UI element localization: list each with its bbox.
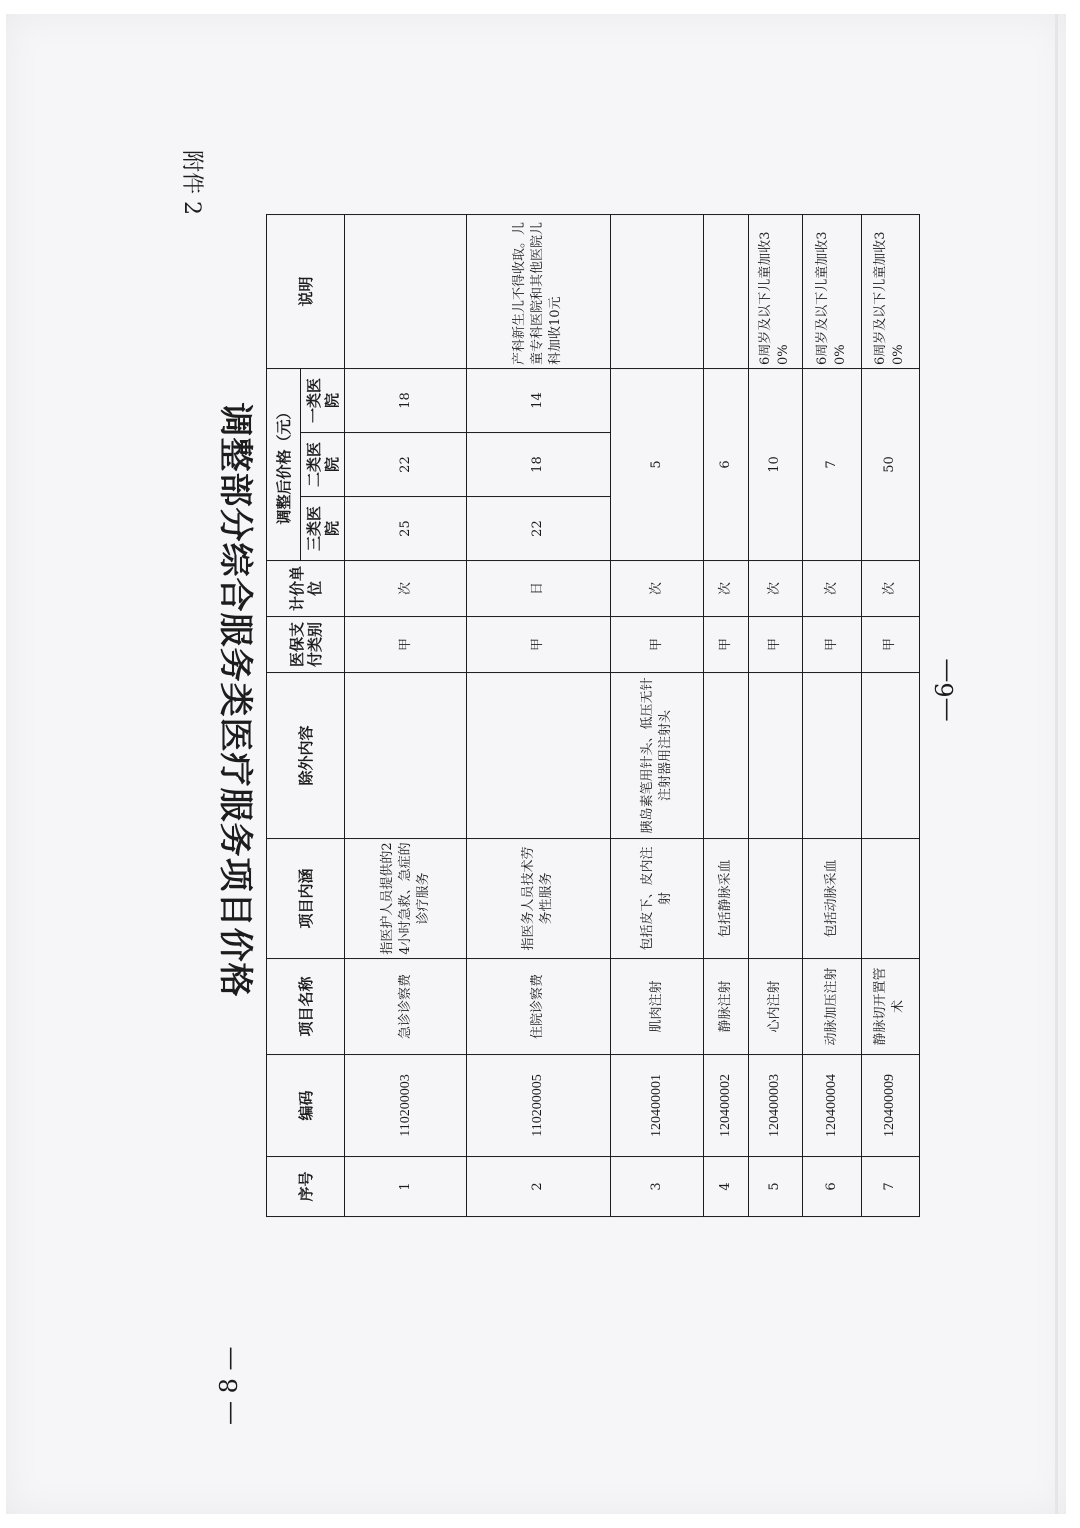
cell-exclusion	[467, 673, 610, 839]
table-row	[703, 215, 748, 1217]
cell-name: 肌肉注射	[610, 959, 703, 1055]
cell-unit: 次	[748, 561, 802, 617]
cell-name: 动脉加压注射	[803, 959, 861, 1055]
cell-name: 急诊诊察费	[345, 959, 467, 1055]
cell-code: 120400001	[610, 1055, 703, 1157]
cell-content: 包括动脉采血	[803, 839, 861, 959]
header-tier2: 二类医院	[301, 433, 345, 497]
header-insurance: 医保支付类别	[267, 617, 345, 673]
cell-exclusion	[748, 673, 802, 839]
price-table	[266, 214, 920, 1217]
cell-insurance: 甲	[861, 617, 919, 673]
cell-content: 包括静脉采血	[703, 839, 748, 959]
cell-insurance: 甲	[748, 617, 802, 673]
cell-unit: 次	[803, 561, 861, 617]
header-content: 项目内涵	[267, 839, 345, 959]
cell-notes	[345, 215, 467, 369]
cell-code: 110200003	[345, 1055, 467, 1157]
cell-unit: 次	[610, 561, 703, 617]
cell-code: 120400002	[703, 1055, 748, 1157]
cell-notes	[703, 215, 748, 369]
cell-seq: 4	[703, 1157, 748, 1217]
cell-price-merged: 10	[748, 369, 802, 561]
cell-price-merged: 5	[610, 369, 703, 561]
cell-code: 110200005	[467, 1055, 610, 1157]
cell-tier2: 18	[467, 433, 610, 497]
cell-exclusion	[703, 673, 748, 839]
cell-insurance: 甲	[703, 617, 748, 673]
cell-code: 120400003	[748, 1055, 802, 1157]
attachment-label: 附件 2	[179, 150, 204, 215]
cell-unit: 次	[703, 561, 748, 617]
inner-page-number: —6—	[931, 658, 959, 722]
cell-unit: 次	[345, 561, 467, 617]
cell-tier2: 22	[345, 433, 467, 497]
cell-notes	[610, 215, 703, 369]
cell-notes: 6周岁及以下儿童加收30%	[803, 215, 861, 369]
cell-code: 120400004	[803, 1055, 861, 1157]
header-price-group: 调整后价格（元）	[267, 369, 301, 561]
cell-content: 指医务人员技术劳务性服务	[467, 839, 610, 959]
rotated-page-content	[170, 150, 960, 1250]
cell-seq: 1	[345, 1157, 467, 1217]
cell-seq: 2	[467, 1157, 610, 1217]
cell-unit: 次	[861, 561, 919, 617]
table-row	[748, 215, 802, 1217]
cell-code: 120400009	[861, 1055, 919, 1157]
header-name: 项目名称	[267, 959, 345, 1055]
cell-name: 心内注射	[748, 959, 802, 1055]
header-tier3: 三类医院	[301, 497, 345, 561]
cell-tier1: 18	[345, 369, 467, 433]
cell-notes: 6周岁及以下儿童加收30%	[748, 215, 802, 369]
page-title: 调整部分综合服务类医疗服务项目价格	[215, 402, 255, 998]
cell-unit: 日	[467, 561, 610, 617]
table-row	[861, 215, 919, 1217]
cell-exclusion: 胰岛素笔用针头、低压无针注射器用注射头	[610, 673, 703, 839]
header-tier1: 一类医院	[301, 369, 345, 433]
table-row	[803, 215, 861, 1217]
table-row	[467, 215, 610, 1217]
table-row	[345, 215, 467, 1217]
header-exclusion: 除外内容	[267, 673, 345, 839]
cell-exclusion	[803, 673, 861, 839]
header-unit: 计价单位	[267, 561, 345, 617]
cell-seq: 3	[610, 1157, 703, 1217]
cell-insurance: 甲	[345, 617, 467, 673]
outer-page-number: — 8 —	[215, 1346, 243, 1425]
cell-name: 静脉切开置管术	[861, 959, 919, 1055]
cell-tier3: 22	[467, 497, 610, 561]
cell-content	[861, 839, 919, 959]
paper-edge	[1055, 14, 1058, 1514]
cell-name: 住院诊察费	[467, 959, 610, 1055]
cell-insurance: 甲	[467, 617, 610, 673]
cell-seq: 7	[861, 1157, 919, 1217]
header-seq: 序号	[267, 1157, 345, 1217]
cell-exclusion	[345, 673, 467, 839]
header-code: 编码	[267, 1055, 345, 1157]
cell-name: 静脉注射	[703, 959, 748, 1055]
cell-notes: 6周岁及以下儿童加收30%	[861, 215, 919, 369]
cell-insurance: 甲	[610, 617, 703, 673]
cell-price-merged: 6	[703, 369, 748, 561]
cell-insurance: 甲	[803, 617, 861, 673]
cell-content: 包括皮下、皮内注射	[610, 839, 703, 959]
cell-tier1: 14	[467, 369, 610, 433]
cell-tier3: 25	[345, 497, 467, 561]
cell-seq: 6	[803, 1157, 861, 1217]
cell-content	[748, 839, 802, 959]
cell-notes: 产科新生儿不得收取。儿童专科医院和其他医院儿科加收10元	[467, 215, 610, 369]
cell-price-merged: 50	[861, 369, 919, 561]
header-notes: 说明	[267, 215, 345, 369]
cell-exclusion	[861, 673, 919, 839]
cell-price-merged: 7	[803, 369, 861, 561]
table-row	[610, 215, 703, 1217]
cell-seq: 5	[748, 1157, 802, 1217]
cell-content: 指医护人员提供的24小时急救、急症的诊疗服务	[345, 839, 467, 959]
